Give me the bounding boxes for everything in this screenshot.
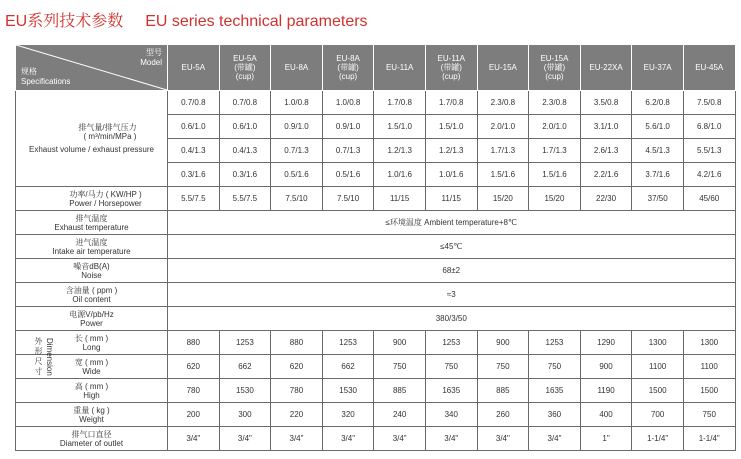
exhaust-cell: 1.0/1.6 [374,163,426,187]
dim-cell: 1300 [632,331,684,355]
dim-cell: 700 [632,403,684,427]
dim-high-label: 高 ( mm ) High [16,379,168,403]
dim-cell: 1253 [322,331,374,355]
dim-cell: 750 [374,355,426,379]
outlet-label: 排气口直径 Diameter of outlet [16,427,168,451]
dimension-group-label: 外形尺寸 Dimension [34,337,54,376]
exhaust-cell: 0.3/1.6 [219,163,271,187]
outlet-cell: 3/4" [168,427,220,451]
dim-cell: 620 [271,355,323,379]
model-header: EU-15A [477,45,529,91]
exhaust-cell: 4.5/1.3 [632,139,684,163]
dimension-row-weight [16,403,736,427]
intake-temp-row [16,235,736,259]
dim-weight-label: 重量 ( kg ) Weight [16,403,168,427]
power-cell: 7.5/10 [322,187,374,211]
dim-cell: 1253 [219,331,271,355]
exhaust-cell: 0.7/0.8 [219,91,271,115]
power-supply-label: 电源V/pb/Hz Power [16,307,168,331]
dimension-row-long [16,331,736,355]
power-row [16,187,736,211]
exhaust-cell: 1.7/1.3 [529,139,581,163]
power-cell: 11/15 [425,187,477,211]
exhaust-cell: 0.6/1.0 [168,115,220,139]
exhaust-cell: 2.3/0.8 [477,91,529,115]
dim-cell: 780 [168,379,220,403]
exhaust-cell: 5.5/1.3 [683,139,735,163]
exhaust-cell: 1.5/1.0 [374,115,426,139]
dim-cell: 880 [271,331,323,355]
power-cell: 45/60 [683,187,735,211]
model-header: EU-8A [271,45,323,91]
exhaust-temp-label: 排气温度 Exhaust temperature [16,211,168,235]
exhaust-cell: 0.4/1.3 [219,139,271,163]
exhaust-cell: 0.9/1.0 [271,115,323,139]
dim-cell: 340 [425,403,477,427]
model-header: EU-22XA [580,45,632,91]
dim-cell: 780 [271,379,323,403]
model-header: EU-11A (带罐) (cup) [425,45,477,91]
exhaust-cell: 1.5/1.6 [477,163,529,187]
dim-cell: 750 [683,403,735,427]
dim-cell: 750 [477,355,529,379]
power-cell: 7.5/10 [271,187,323,211]
power-cell: 11/15 [374,187,426,211]
exhaust-cell: 0.7/1.3 [322,139,374,163]
dimension-row-wide [16,355,736,379]
dim-cell: 662 [219,355,271,379]
exhaust-temp-value: ≤环境温度 Ambient temperature+8℃ [168,211,736,235]
exhaust-cell: 2.3/0.8 [529,91,581,115]
power-cell: 5.5/7.5 [219,187,271,211]
dim-cell: 880 [168,331,220,355]
exhaust-cell: 7.5/0.8 [683,91,735,115]
exhaust-cell: 0.5/1.6 [271,163,323,187]
oil-label: 含油量 ( ppm ) Oil content [16,283,168,307]
page-title-cn: EU系列技术参数 [5,13,124,30]
model-header: EU-15A (带罐) (cup) [529,45,581,91]
dim-cell: 1100 [632,355,684,379]
dimension-row-high [16,379,736,403]
dim-cell: 320 [322,403,374,427]
power-cell: 22/30 [580,187,632,211]
power-cell: 15/20 [477,187,529,211]
noise-label: 噪音dB(A) Noise [16,259,168,283]
oil-value: ≈3 [168,283,736,307]
model-header: EU-11A [374,45,426,91]
model-header: EU-5A [168,45,220,91]
exhaust-cell: 5.6/1.0 [632,115,684,139]
exhaust-cell: 0.7/0.8 [168,91,220,115]
dim-cell: 1290 [580,331,632,355]
dim-cell: 662 [322,355,374,379]
model-header: EU-37A [632,45,684,91]
exhaust-cell: 1.7/1.3 [477,139,529,163]
exhaust-row-1 [16,91,736,115]
header-row [16,45,736,91]
exhaust-cell: 1.2/1.3 [425,139,477,163]
dim-cell: 1530 [219,379,271,403]
dim-cell: 620 [168,355,220,379]
model-header: EU-8A (带罐) (cup) [322,45,374,91]
exhaust-cell: 0.3/1.6 [168,163,220,187]
intake-temp-label: 进气温度 Intake air temperature [16,235,168,259]
dim-cell: 1635 [529,379,581,403]
exhaust-cell: 2.2/1.6 [580,163,632,187]
dim-cell: 1253 [425,331,477,355]
power-supply-row [16,307,736,331]
power-cell: 5.5/7.5 [168,187,220,211]
outlet-cell: 3/4" [529,427,581,451]
dim-cell: 1253 [529,331,581,355]
page-title [5,8,368,31]
exhaust-cell: 2.6/1.3 [580,139,632,163]
spec-table [15,44,736,451]
page-title-en: EU series technical parameters [145,13,368,30]
exhaust-cell: 3.1/1.0 [580,115,632,139]
spec-label: 规格 Specifications [21,67,71,86]
dim-cell: 260 [477,403,529,427]
dim-cell: 885 [477,379,529,403]
dim-long-label: 外形尺寸 Dimension 长 ( mm ) Long [16,331,168,355]
power-supply-value: 380/3/50 [168,307,736,331]
outlet-cell: 3/4" [425,427,477,451]
dim-cell: 1500 [683,379,735,403]
exhaust-cell: 1.5/1.0 [425,115,477,139]
model-header: EU-45A [683,45,735,91]
exhaust-cell: 0.4/1.3 [168,139,220,163]
dim-cell: 1100 [683,355,735,379]
exhaust-cell: 1.0/0.8 [271,91,323,115]
exhaust-cell: 0.9/1.0 [322,115,374,139]
outlet-cell: 3/4" [374,427,426,451]
header-corner [16,45,168,91]
dim-cell: 220 [271,403,323,427]
exhaust-cell: 0.7/1.3 [271,139,323,163]
exhaust-cell: 3.5/0.8 [580,91,632,115]
exhaust-cell: 4.2/1.6 [683,163,735,187]
outlet-cell: 3/4" [271,427,323,451]
dim-cell: 1500 [632,379,684,403]
intake-temp-value: ≤45℃ [168,235,736,259]
dim-cell: 360 [529,403,581,427]
exhaust-cell: 2.0/1.0 [529,115,581,139]
power-label: 功率/马力 ( KW/HP ) Power / Horsepower [16,187,168,211]
model-label: 型号 Model [140,48,162,67]
exhaust-cell: 1.7/0.8 [374,91,426,115]
outlet-row [16,427,736,451]
dim-cell: 200 [168,403,220,427]
exhaust-cell: 1.0/1.6 [425,163,477,187]
dim-wide-label: 宽 ( mm ) Wide [16,355,168,379]
noise-row [16,259,736,283]
outlet-cell: 3/4" [219,427,271,451]
model-header: EU-5A (带罐) (cup) [219,45,271,91]
dim-cell: 1300 [683,331,735,355]
exhaust-cell: 1.5/1.6 [529,163,581,187]
dim-cell: 750 [529,355,581,379]
exhaust-cell: 0.5/1.6 [322,163,374,187]
exhaust-cell: 0.6/1.0 [219,115,271,139]
exhaust-cell: 1.0/0.8 [322,91,374,115]
exhaust-label: 排气量/排气压力 ( m³/min/MPa ) Exhaust volume / exhaust pressure [16,91,168,187]
dim-cell: 1635 [425,379,477,403]
exhaust-cell: 2.0/1.0 [477,115,529,139]
power-cell: 15/20 [529,187,581,211]
oil-row [16,283,736,307]
exhaust-cell: 1.7/0.8 [425,91,477,115]
outlet-cell: 3/4" [322,427,374,451]
outlet-cell: 1-1/4" [632,427,684,451]
dim-cell: 750 [425,355,477,379]
dim-cell: 1530 [322,379,374,403]
outlet-cell: 3/4" [477,427,529,451]
dim-cell: 1190 [580,379,632,403]
dim-cell: 885 [374,379,426,403]
outlet-cell: 1-1/4" [683,427,735,451]
dim-cell: 300 [219,403,271,427]
dim-cell: 240 [374,403,426,427]
power-cell: 37/50 [632,187,684,211]
exhaust-temp-row [16,211,736,235]
outlet-cell: 1" [580,427,632,451]
dim-cell: 900 [374,331,426,355]
dim-cell: 900 [477,331,529,355]
exhaust-cell: 6.8/1.0 [683,115,735,139]
exhaust-cell: 1.2/1.3 [374,139,426,163]
noise-value: 68±2 [168,259,736,283]
exhaust-cell: 6.2/0.8 [632,91,684,115]
dim-cell: 900 [580,355,632,379]
exhaust-cell: 3.7/1.6 [632,163,684,187]
dim-cell: 400 [580,403,632,427]
